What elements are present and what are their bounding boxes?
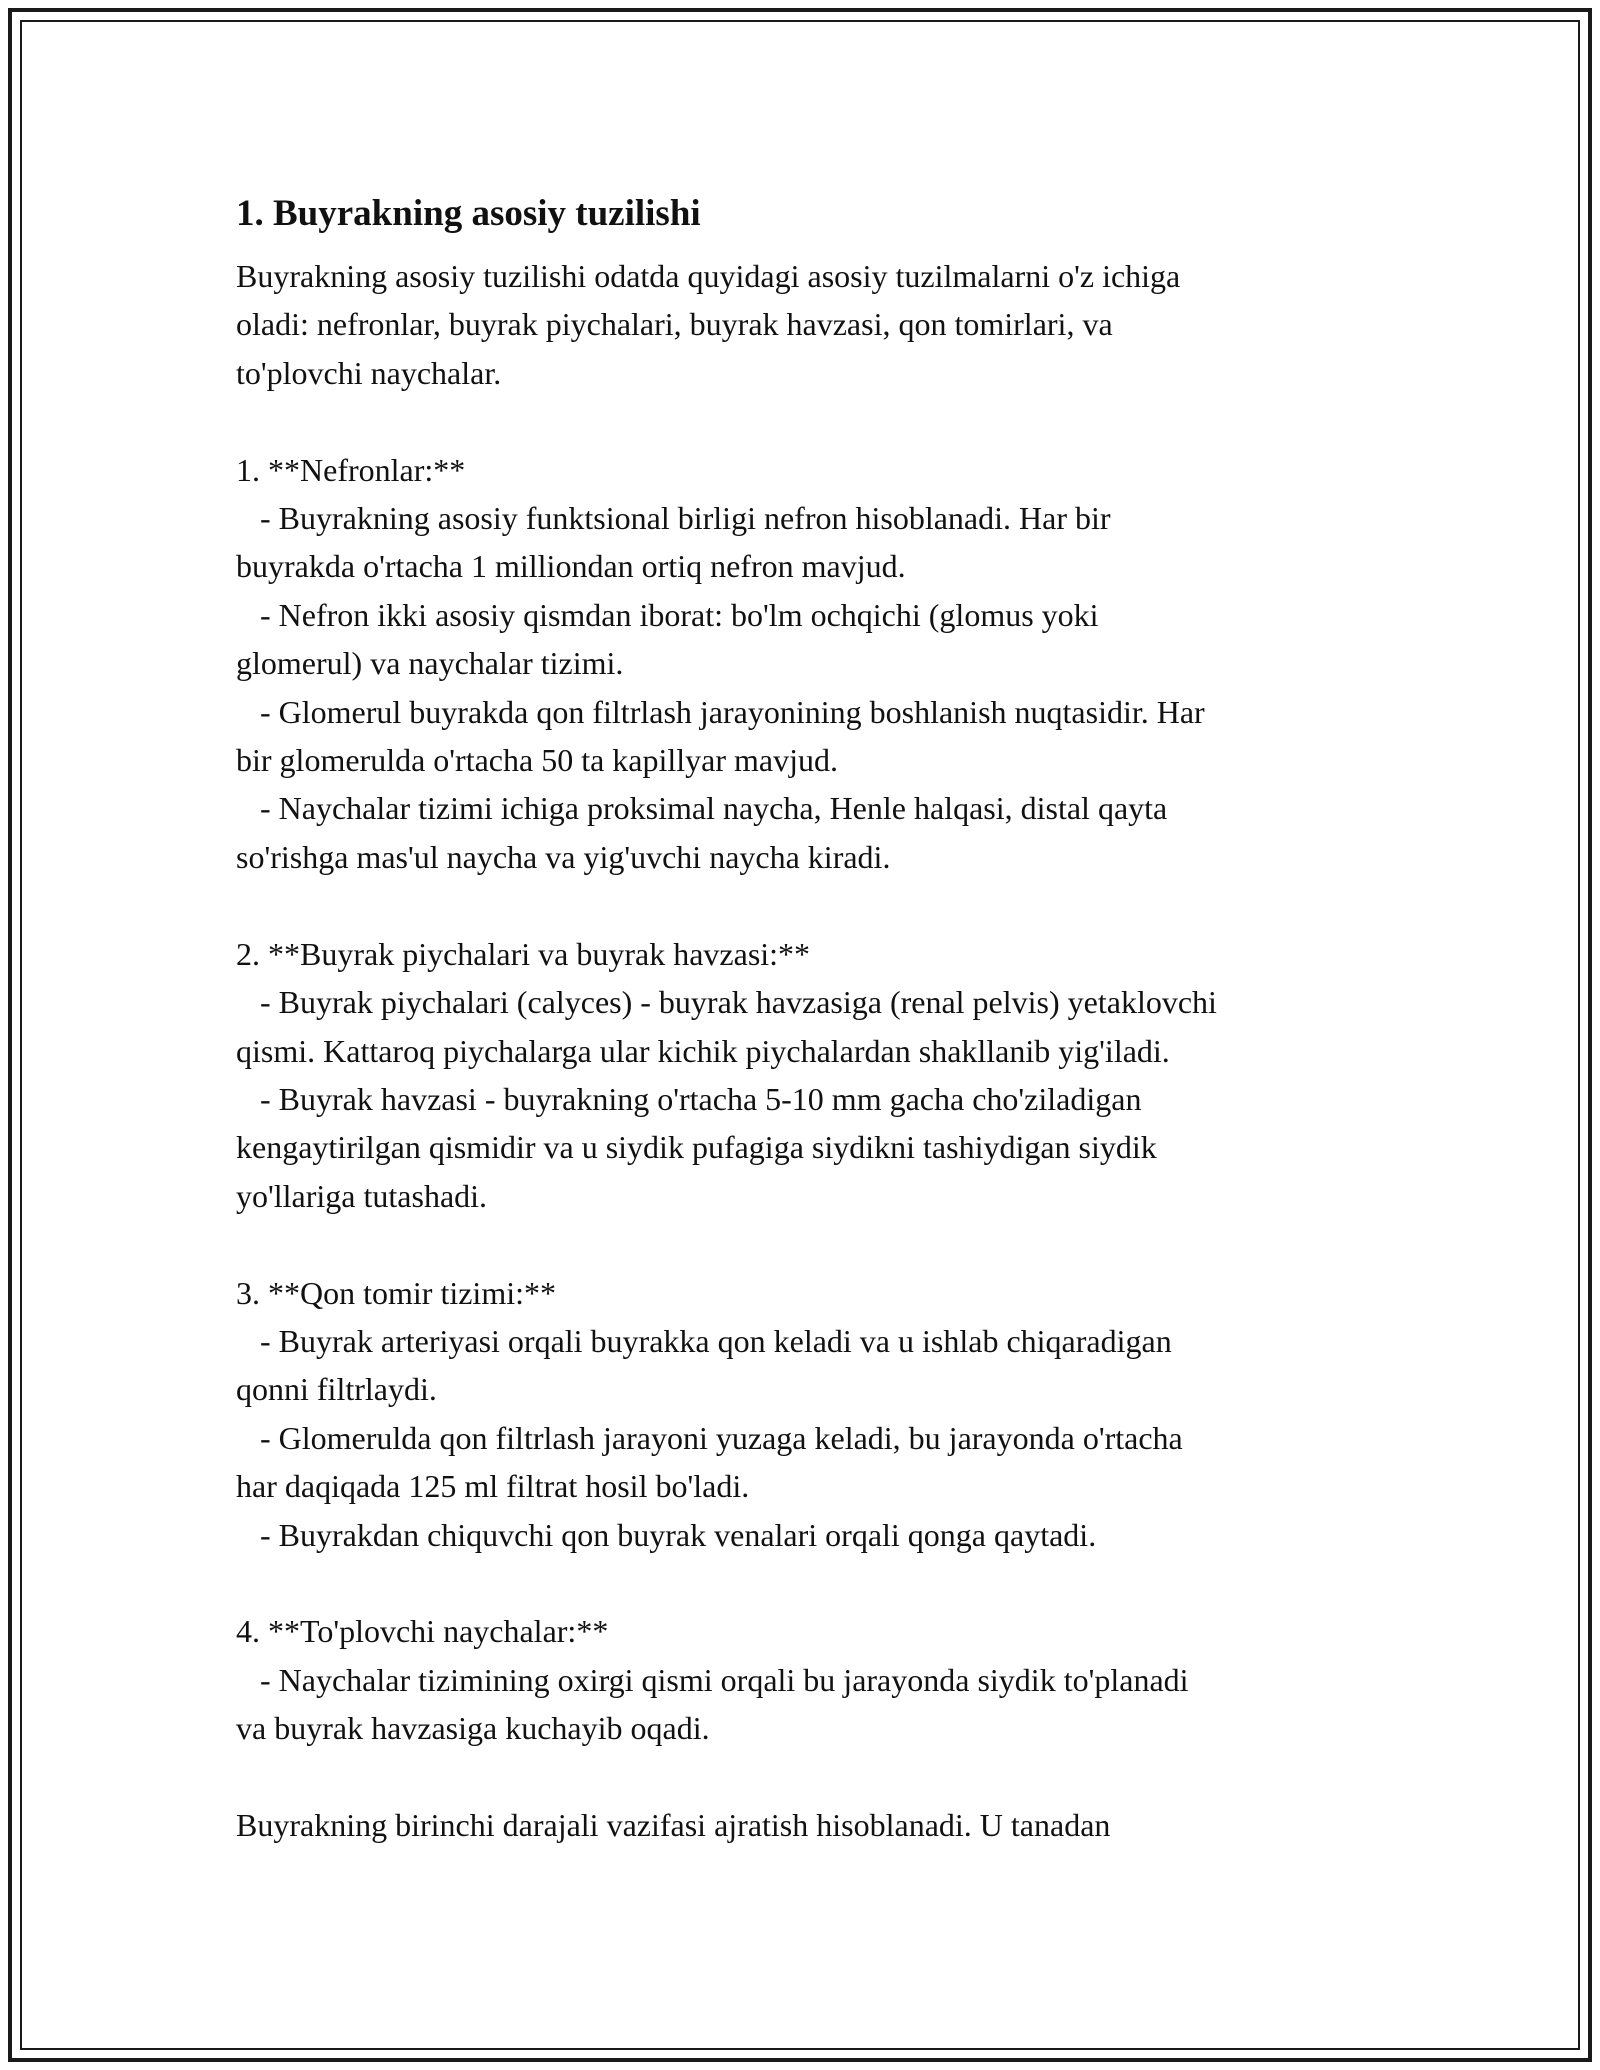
section-body-text: Buyrakning asosiy tuzilishi odatda quyidagi asosiy tuzilmalarni o'z ichiga oladi: nefronlar, buyrak piychalari, buyrak havzasi, qon tomirlari, va to'plovchi naychalar. 1. **Nefronlar:** - Buyrakning asosiy funktsional birligi nefron hisoblanadi. Har bir buyrakda o'rtacha 1 milliondan ortiq nefron mavjud. - Nefron ikki asosiy qismdan iborat: bo'lm ochqichi (glomus yoki glomerul) va naychalar tizimi. - Glomerul buyrakda qon filtrlash jarayonining boshlanish nuqtasidir. Har bir glomerulda o'rtacha 50 ta kapillyar mavjud. - Naychalar tizimi ichiga proksimal naycha, Henle halqasi, distal qayta so'rishga mas'ul naycha va yig'uvchi naycha kiradi. 2. **Buyrak piychalari va buyrak havzasi:** - Buyrak piychalari (calyces) - buyrak havzasiga (renal pelvis) yetaklovchi qismi. Kattaroq piychalarga ular kichik piychalardan shakllanib yig'iladi. - Buyrak havzasi - buyrakning o'rtacha 5-10 mm gacha cho'ziladigan kengaytirilgan qismidir va u siydik pufagiga siydikni tashiydigan siydik yo'llariga tutashadi. 3. **Qon tomir tizimi:** - Buyrak arteriyasi orqali buyrakka qon keladi va u ishlab chiqaradigan qonni filtrlaydi. - Glomerulda qon filtrlash jarayoni yuzaga keladi, bu jarayonda o'rtacha har daqiqada 125 ml filtrat hosil bo'ladi. - Buyrakdan chiquvchi qon buyrak venalari orqali qonga qaytadi. 4. **To'plovchi naychalar:** - Naychalar tizimining oxirgi qismi orqali bu jarayonda siydik to'planadi va buyrak havzasiga kuchayib oqadi. Buyrakning birinchi darajali vazifasi ajratish hisoblanadi. U tanadan [236,258,1217,1843]
section-heading: 1. Buyrakning asosiy tuzilishi [236,193,701,234]
document-page [236,188,1376,1849]
